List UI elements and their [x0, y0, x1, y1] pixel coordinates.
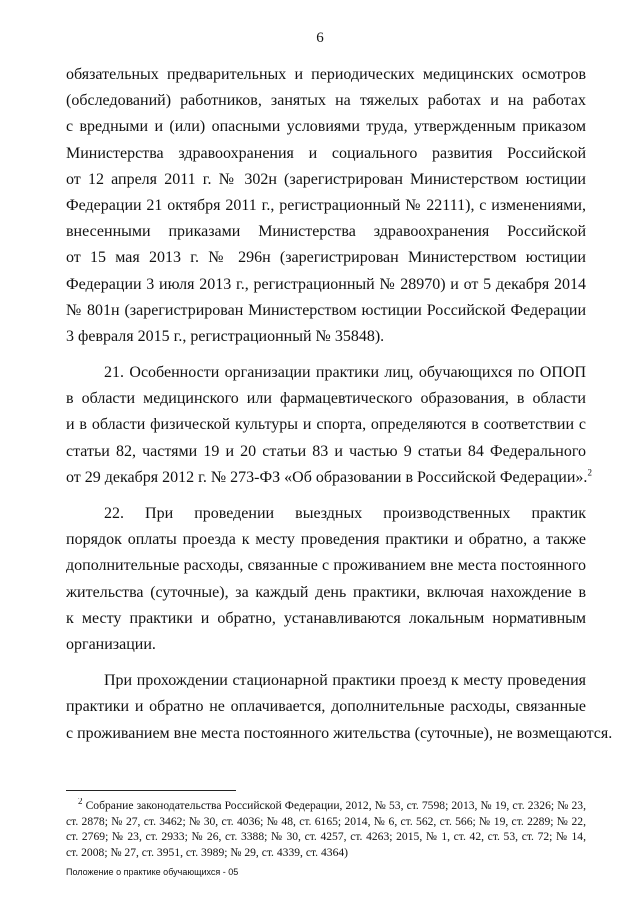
text-line: в области медицинского или фармацевтического образования, в области: [66, 390, 586, 408]
text-line: и в области физической культуры и спорта, определяются в соответствии с: [66, 416, 586, 434]
text-line: статьи 82, частями 19 и 20 статьи 83 и частью 9 статьи 84 Федерального: [66, 442, 586, 460]
text-line: внесенными приказами Министерства здравоохранения Российской: [66, 223, 586, 241]
footnote-line: ст. 2769; № 23, ст. 2933; № 26, ст. 3388; № 30, ст. 4257, ст. 4263; 2015, № 1, ст. 42, ст. 53, ст. 72; № 14,: [66, 830, 586, 844]
text-line: организации.: [66, 635, 156, 653]
paragraph-22: [66, 501, 586, 658]
text-line: с вредными и (или) опасными условиями труда, утвержденным приказом: [66, 118, 586, 136]
text-line: При прохождении стационарной практики проезд к месту проведения: [104, 672, 586, 690]
text-line: 3 февраля 2015 г., регистрационный № 35848).: [66, 327, 385, 345]
text-line: № 801н (зарегистрирован Министерством юстиции Российской Федерации: [66, 301, 586, 319]
text-line-content: от 29 декабря 2012 г. № 273-ФЗ «Об образовании в Российской Федерации».: [66, 468, 588, 486]
document-body: [66, 62, 613, 747]
footnote-line: ст. 2878; № 27, ст. 3462; № 30, ст. 4036; № 48, ст. 6165; 2014, № 6, ст. 562, ст. 566; № 19, ст. 2289; № 22,: [66, 814, 586, 828]
page-number: 6: [316, 30, 324, 46]
page-footer: Положение о практике обучающихся - 05: [66, 867, 239, 877]
text-line: обязательных предварительных и периодических медицинских осмотров: [66, 66, 586, 83]
text-line: с проживанием вне места постоянного жительства (суточные), не возмещаются.: [66, 724, 613, 742]
paragraph-21: [66, 360, 592, 491]
paragraph-continuation: [66, 62, 586, 350]
text-line: Федерации 3 июля 2013 г., регистрационный № 28970) и от 5 декабря 2014: [66, 275, 586, 293]
text-line: [66, 465, 592, 491]
text-line: от 15 мая 2013 г. № 296н (зарегистрирован Министерством юстиции: [66, 249, 586, 267]
paragraph-stationary-practice: [66, 668, 613, 747]
text-line: 21. Особенности организации практики лиц, обучающихся по ОПОП: [104, 364, 586, 382]
text-line: Федерации 21 октября 2011 г., регистрационный № 22111), с изменениями,: [66, 196, 586, 214]
text-line: практики и обратно не оплачивается, дополнительные расходы, связанные: [66, 698, 586, 716]
footnote: [66, 798, 586, 860]
text-line: дополнительные расходы, связанные с проживанием вне места постоянного: [66, 557, 586, 575]
text-line: к месту практики и обратно, устанавливаются локальным нормативным: [66, 609, 586, 627]
text-line: жительства (суточные), за каждый день практики, включая нахождение в: [66, 583, 586, 601]
text-line: (обследований) работников, занятых на тяжелых работах и на работах: [66, 92, 586, 110]
text-line: Министерства здравоохранения и социального развития Российской: [66, 144, 586, 162]
text-line: порядок оплаты проезда к месту проведения практики и обратно, а также: [66, 531, 586, 549]
footnote-line-content: Собрание законодательства Российской Федерации, 2012, № 53, ст. 7598; 2013, № 19, ст. 2326; № 23,: [85, 799, 586, 812]
text-line: 22. При проведении выездных производственных практик: [104, 505, 586, 523]
footnote-marker: 2: [78, 798, 83, 807]
footnote-reference: 2: [587, 467, 592, 478]
footnote-divider: [66, 790, 236, 791]
footnote-line: [66, 798, 586, 814]
footnote-line: ст. 2008; № 27, ст. 3951, ст. 3989; № 29, ст. 4339, ст. 4364): [66, 845, 349, 859]
text-line: от 12 апреля 2011 г. № 302н (зарегистрирован Министерством юстиции: [66, 170, 586, 188]
